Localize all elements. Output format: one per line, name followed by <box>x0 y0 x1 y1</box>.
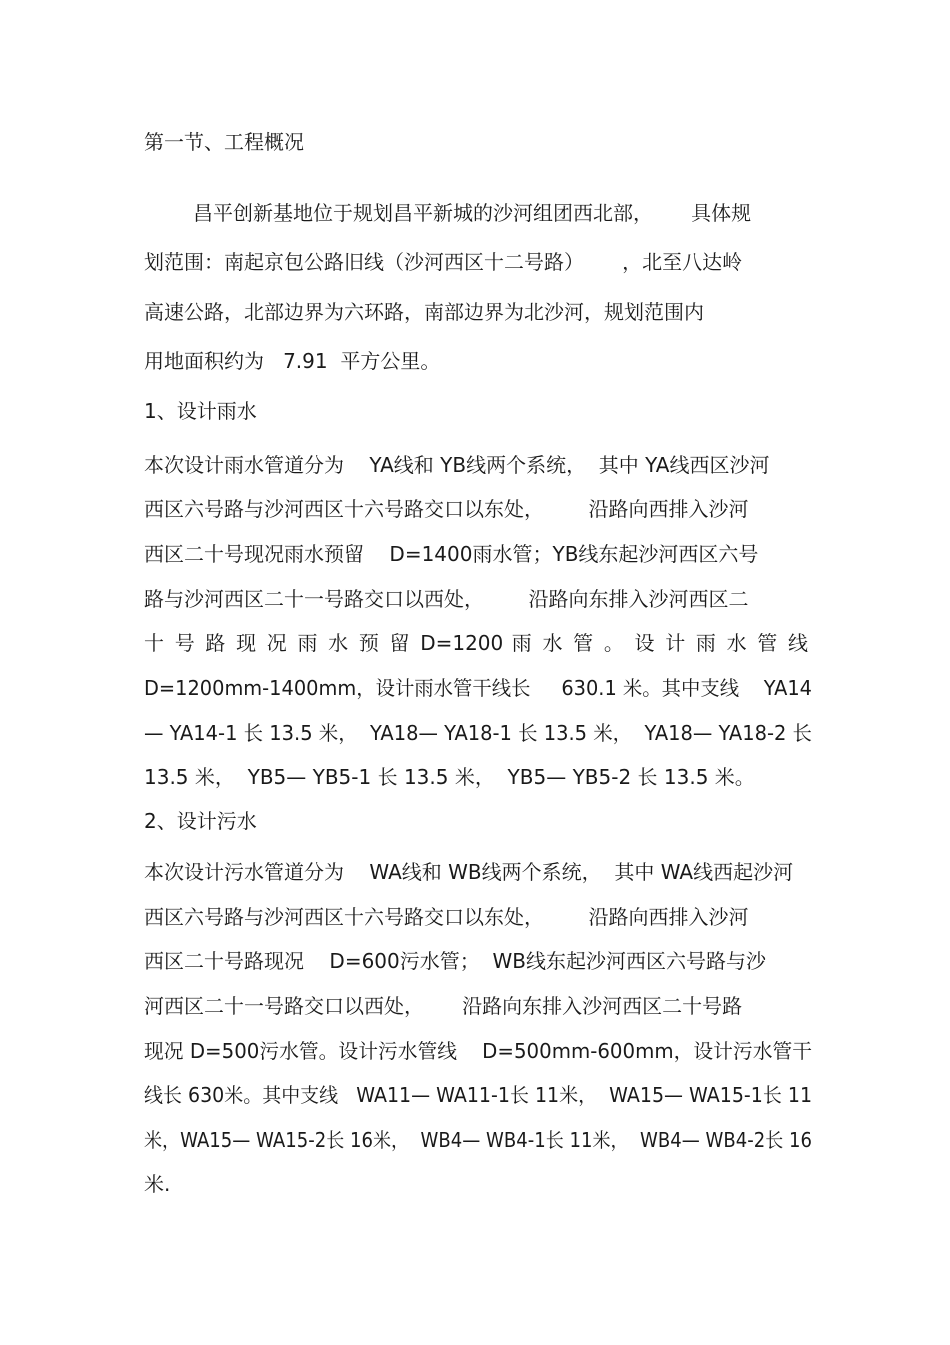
sewage-line-6: 线长 630米。其中支线 WA11— WA11-1长 11米， WA15— WA15-1长 11 <box>144 1083 813 1107</box>
rain-line-5: 十 号 路 现 况 雨 水 预 留 D=1200 雨 水 管 。 设 计 雨 水 管 线 <box>144 631 808 655</box>
rain-line-1: 本次设计雨水管道分为 YA线和 YB线两个系统， 其中 YA线西区沙河 <box>144 453 770 477</box>
rain-line-7: — YA14-1 长 13.5 米， YA18— YA18-1 长 13.5 米， YA18— YA18-2 长 <box>144 721 812 745</box>
rain-line-3: 西区二十号现况雨水预留 D=1400雨水管；YB线东起沙河西区六号 <box>144 542 759 566</box>
sewage-heading: 2、设计污水 <box>144 809 257 833</box>
section-title: 第一节、工程概况 <box>144 130 304 154</box>
rain-heading: 1、设计雨水 <box>144 399 257 423</box>
overview-line-1: 昌平创新基地位于规划昌平新城的沙河组团西北部， 具体规 <box>193 201 752 225</box>
rain-line-2: 西区六号路与沙河西区十六号路交口以东处， 沿路向西排入沙河 <box>144 497 749 521</box>
rain-line-6: D=1200mm-1400mm，设计雨水管干线长 630.1 米。其中支线 YA14 <box>144 676 813 700</box>
overview-line-4: 用地面积约为 7.91 平方公里。 <box>144 349 441 373</box>
sewage-line-2: 西区六号路与沙河西区十六号路交口以东处， 沿路向西排入沙河 <box>144 905 749 929</box>
rain-line-4: 路与沙河西区二十一号路交口以西处， 沿路向东排入沙河西区二 <box>144 587 749 611</box>
overview-line-3: 高速公路，北部边界为六环路，南部边界为北沙河，规划范围内 <box>144 300 704 324</box>
rain-line-8: 13.5 米， YB5— YB5-1 长 13.5 米， YB5— YB5-2 长 13.5 米。 <box>144 765 755 789</box>
sewage-line-1: 本次设计污水管道分为 WA线和 WB线两个系统， 其中 WA线西起沙河 <box>144 860 794 884</box>
sewage-line-8: 米. <box>144 1172 171 1196</box>
overview-line-2: 划范围：南起京包公路旧线（沙河西区十二号路） ，北至八达岭 <box>144 250 743 274</box>
sewage-line-3: 西区二十号路现况 D=600污水管； WB线东起沙河西区六号路与沙 <box>144 949 766 973</box>
sewage-line-4: 河西区二十一号路交口以西处， 沿路向东排入沙河西区二十号路 <box>144 994 743 1018</box>
sewage-line-5: 现况 D=500污水管。设计污水管线 D=500mm-600mm，设计污水管干 <box>144 1039 813 1063</box>
sewage-line-7: 米，WA15— WA15-2长 16米， WB4— WB4-1长 11米， WB4— WB4-2长 16 <box>144 1128 813 1152</box>
